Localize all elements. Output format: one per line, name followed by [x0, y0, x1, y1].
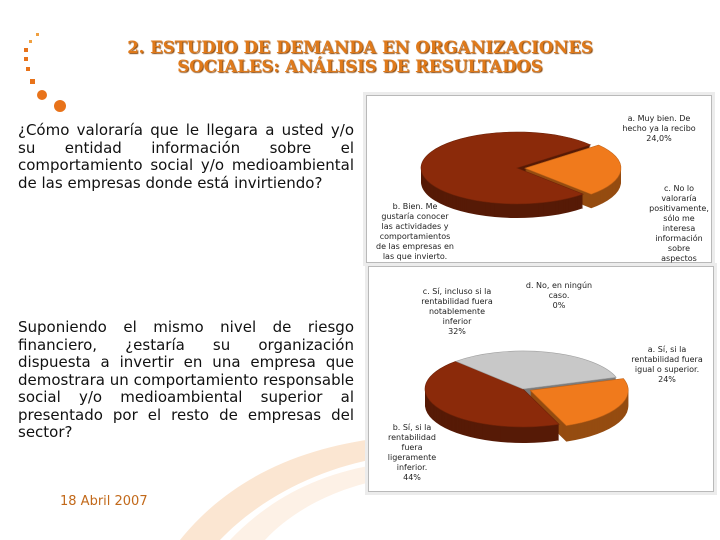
chart-1-label-a — [617, 114, 701, 144]
chart-1-label-a-text: a. Muy bien. De hecho ya la recibo — [622, 114, 696, 133]
chart-2-label-d — [521, 281, 597, 311]
chart-1-label-a-value: 24,0% — [646, 134, 672, 143]
chart-2-label-b — [377, 423, 447, 483]
title-line-1: 2. ESTUDIO DE DEMANDA EN ORGANIZACIONES — [127, 38, 593, 57]
page-title — [100, 38, 620, 76]
chart-2-label-b-value: 44% — [403, 473, 421, 482]
decorative-dots — [0, 0, 80, 120]
chart-1-panel — [366, 95, 712, 263]
chart-2-label-a — [627, 345, 707, 385]
chart-2-label-c — [419, 287, 495, 337]
chart-2-label-a-text: a. Sí, si la rentabilidad fuera igual o superior. — [631, 345, 703, 374]
chart-2-label-b-text: b. Sí, si la rentabilidad fuera ligeramente inferior. — [387, 423, 437, 472]
question-1-text: ¿Cómo valoraría que le llegara a usted y/o su entidad información sobre el comportamiento social y/o medioambiental de las empresas donde está invirtiendo? — [18, 121, 354, 192]
chart-2-label-a-value: 24% — [658, 375, 676, 384]
chart-2-label-d-value: 0% — [552, 301, 566, 310]
title-line-2: SOCIALES: ANÁLISIS DE RESULTADOS — [177, 57, 543, 76]
chart-2-label-d-text: d. No, en ningún caso. — [525, 281, 593, 300]
chart-2-panel — [368, 266, 714, 492]
chart-2-label-c-value: 32% — [448, 327, 466, 336]
chart-1-label-b-text: b. Bien. Me gustaría conocer las actividades y comportamientos de las empresas en las que invierto. — [376, 202, 454, 261]
question-2-text: Suponiendo el mismo nivel de riesgo financiero, ¿estaría su organización dispuesta a invertir en una empresa que demostrara un comportamiento responsable social y/o medioambiental superior al presentado por el resto de empresas del sector? — [18, 318, 354, 441]
chart-1-label-c-text: c. No lo valoraría positivamente, sólo me interesa información sobre aspectos — [649, 184, 709, 263]
footer-date: 18 Abril 2007 — [60, 494, 148, 509]
chart-2-label-c-text: c. Sí, incluso si la rentabilidad fuera notablemente inferior — [421, 287, 493, 326]
chart-1-label-b — [375, 202, 455, 272]
